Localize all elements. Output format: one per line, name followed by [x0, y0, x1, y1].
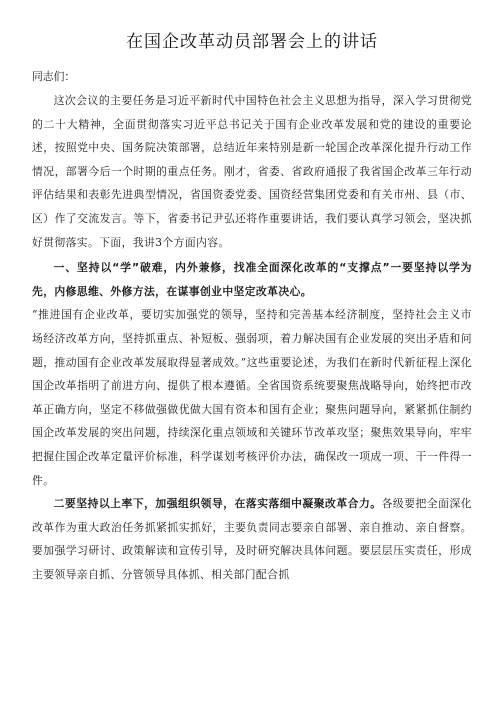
- section-2-body: 各级要把全面深化改革作为重大政治任务抓紧抓实抓好，主要负责同志要亲自部署、亲自推动、亲自督察。要加强学习研讨、政策解读和宣传引导，及时研究解决具体问题。要层层压实责任，形成主要领导亲自抓、分管领导具体抓、相关部门配合抓: [32, 497, 472, 581]
- salutation: 同志们：: [32, 70, 76, 83]
- intro-paragraph: 这次会议的主要任务是习近平新时代中国特色社会主义思想为指导，深入学习贯彻党的二十大精神，全面贯彻落实习近平总书记关于国有企业改革发展和党的建设的重要论述，按照党中央、国务院决策部署，总结近年来特别是新一轮国企改革深化提升行动工作情况，部署今后一个时期的重点任务。刚才，省委、省政府通报了我省国企改革三年行动评估结果和表彰先进典型情况，省国资委党委、国资经营集团党委和有关市州、县（市、区）作了交流发言。等下，省委书记尹弘还将作重要讲话，我们要认真学习领会，坚决抓好贯彻落实。下面，我讲3个方面内容。: [32, 94, 472, 249]
- document-title: 在国企改革动员部署会上的讲话: [126, 32, 378, 52]
- section-2-lead: 二要坚持以上率下，加强组织领导，在落实落细中凝聚改革合力。: [53, 497, 382, 511]
- section-1-body: “推进国有企业改革，要切实加强党的领导，坚持和完善基本经济制度，坚持社会主义市场经济改革方向，坚持抓重点、补短板、强弱项，着力解决国有企业发展的突出矛盾和问题，推动国有企业改革发展取得显著成效。”这些重要论述，为我们在新时代新征程上深化国企改革指明了前进方向、提供了根本遵循。全省国资系统要聚焦战略导向，始终把市改革正确方向，坚定不移做强做优做大国有资本和国有企业；聚焦问题导向，紧紧抓住制约国企改革发展的突出问题，持续深化重点领域和关键环节改革攻坚；聚焦效果导向，牢牢把握住国企改革定量评价标准，科学谋划考核评价办法，确保改一项成一项、干一件得一件。: [32, 308, 472, 487]
- section-1-heading: 一、坚持以“学”破难，内外兼修，找准全面深化改革的“支撑点”一要坚持以学为先，内修思维、外修方法，在谋事创业中坚定改革决心。: [32, 261, 472, 298]
- section-2-paragraph: [32, 492, 472, 586]
